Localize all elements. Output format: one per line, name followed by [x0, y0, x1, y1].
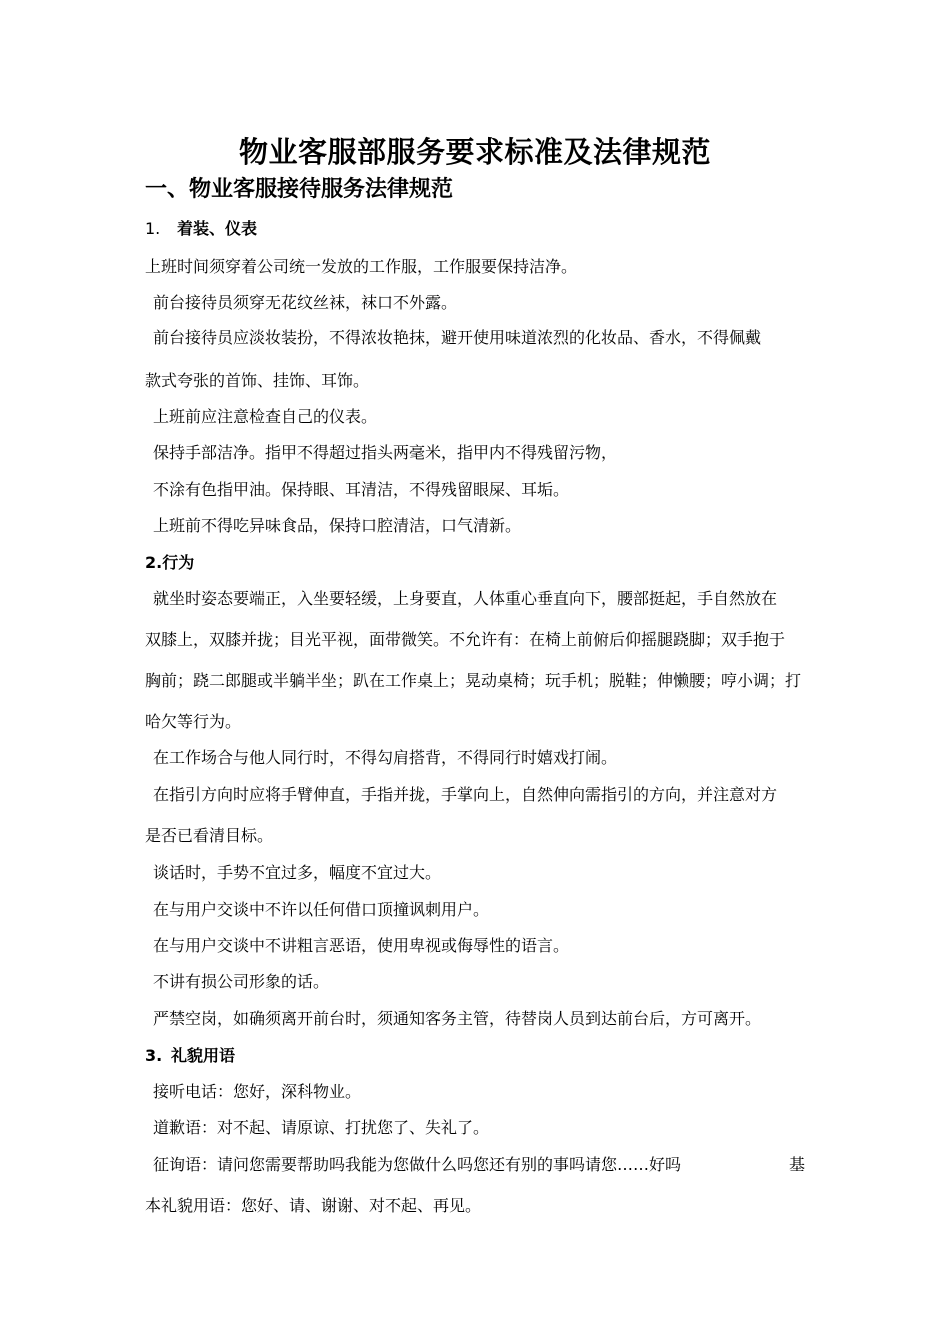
paragraph-line: 严禁空岗，如确须离开前台时，须通知客务主管，待替岗人员到达前台后，方可离开。 — [153, 1009, 762, 1028]
paragraph-line: 哈欠等行为。 — [145, 712, 242, 731]
paragraph-line: 在指引方向时应将手臂伸直，手指并拢，手掌向上，自然伸向需指引的方向，并注意对方 — [153, 785, 778, 804]
paragraph-line: 上班时间须穿着公司统一发放的工作服，工作服要保持洁净。 — [145, 257, 578, 276]
subsection-title: 礼貌用语 — [171, 1046, 236, 1065]
paragraph-line: 前台接待员应淡妆装扮，不得浓妆艳抹，避开使用味道浓烈的化妆品、香水，不得佩戴 — [153, 328, 762, 347]
paragraph-line: 上班前不得吃异味食品，保持口腔清洁，口气清新。 — [153, 516, 522, 535]
paragraph-line: 本礼貌用语：您好、请、谢谢、对不起、再见。 — [145, 1196, 482, 1215]
paragraph-line-fragment: 基 — [789, 1155, 806, 1174]
paragraph-line: 征询语：请问您需要帮助吗我能为您做什么吗您还有别的事吗请您……好吗 — [153, 1155, 682, 1174]
paragraph-line: 谈话时，手势不宜过多，幅度不宜过大。 — [153, 863, 442, 882]
paragraph-line: 就坐时姿态要端正，入坐要轻缓，上身要直，人体重心垂直向下，腰部挺起，手自然放在 — [153, 589, 778, 608]
paragraph-line: 在与用户交谈中不讲粗言恶语，使用卑视或侮辱性的语言。 — [153, 936, 570, 955]
paragraph-line: 是否已看清目标。 — [145, 826, 274, 845]
subsection-number: 3. — [145, 1046, 163, 1065]
paragraph-line: 上班前应注意检查自己的仪表。 — [153, 407, 378, 426]
section-heading-1: 一、物业客服接待服务法律规范 — [145, 177, 454, 202]
subsection-title: 着装、仪表 — [177, 219, 258, 238]
paragraph-line: 接听电话：您好，深科物业。 — [153, 1082, 362, 1101]
paragraph-line: 前台接待员须穿无花纹丝袜，袜口不外露。 — [153, 293, 458, 312]
subsection-title: 行为 — [162, 553, 195, 572]
subsection-number: 1. — [145, 219, 161, 238]
paragraph-line: 不涂有色指甲油。保持眼、耳清洁，不得残留眼屎、耳垢。 — [153, 480, 570, 499]
subsection-heading-3 — [145, 1043, 235, 1066]
paragraph-line: 不讲有损公司形象的话。 — [153, 972, 330, 991]
document-title: 物业客服部服务要求标准及法律规范 — [238, 135, 711, 169]
paragraph-line: 款式夸张的首饰、挂饰、耳饰。 — [145, 371, 370, 390]
subsection-heading-2 — [145, 550, 194, 573]
subsection-heading-1 — [145, 216, 257, 239]
paragraph-line: 保持手部洁净。指甲不得超过指头两毫米，指甲内不得残留污物， — [153, 443, 618, 462]
paragraph-line: 道歉语：对不起、请原谅、打扰您了、失礼了。 — [153, 1118, 490, 1137]
paragraph-line: 在与用户交谈中不许以任何借口顶撞讽刺用户。 — [153, 900, 490, 919]
paragraph-line: 在工作场合与他人同行时，不得勾肩搭背，不得同行时嬉戏打闹。 — [153, 748, 618, 767]
paragraph-line: 双膝上，双膝并拢；目光平视，面带微笑。不允许有：在椅上前俯后仰摇腿跷脚；双手抱于 — [145, 630, 786, 649]
subsection-number: 2. — [145, 553, 163, 572]
paragraph-line: 胸前；跷二郎腿或半躺半坐；趴在工作桌上；晃动桌椅；玩手机；脱鞋；伸懒腰；哼小调；打 — [145, 671, 802, 690]
